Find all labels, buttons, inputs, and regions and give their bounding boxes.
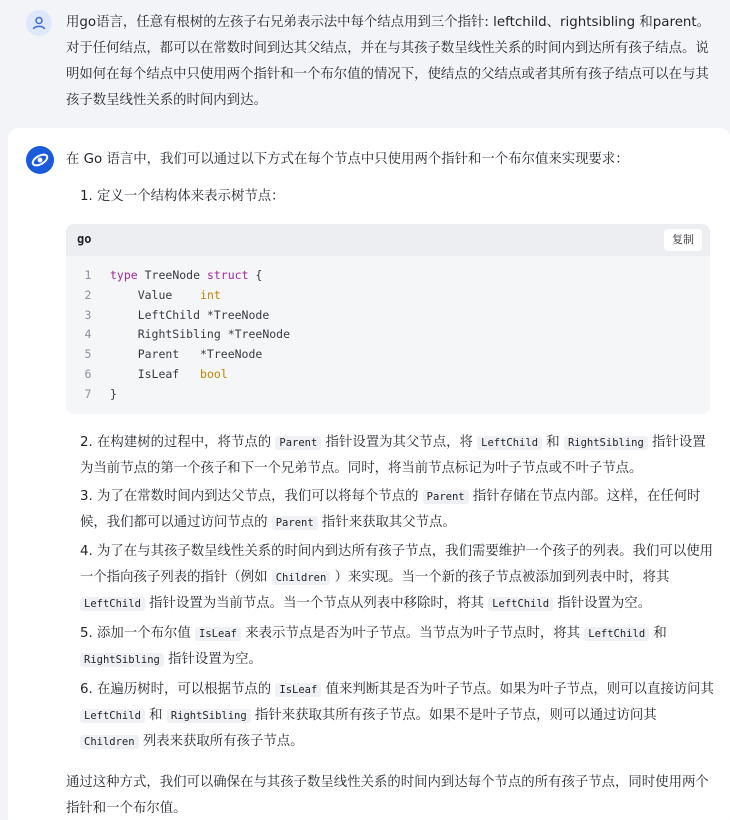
step-text: 5. 添加一个布尔值 <box>80 626 196 641</box>
code-text <box>110 385 117 405</box>
conclusion-text: 通过这种方式，我们可以确保在与其孩子数呈线性关系的时间内到达每个节点的所有孩子节点，同时使用两个指针和一个布尔值。 <box>66 775 709 816</box>
code-line <box>66 266 710 286</box>
code-token: type <box>110 268 138 282</box>
step-text: 值来判断其是否为叶子节点。如果为叶子节点，则可以直接访问其 <box>321 682 714 697</box>
inline-code: RightSibling <box>564 436 648 450</box>
code-token: TreeNode <box>137 268 207 282</box>
code-line <box>66 345 710 365</box>
step-text: 和 <box>542 435 564 450</box>
step-text: 指针设置为当前节点。当一个节点从列表中移除时，将其 <box>144 596 489 611</box>
inline-code: LeftChild <box>477 436 542 450</box>
code-block-header <box>66 224 710 256</box>
step-text: 2. 在构建树的过程中，将节点的 <box>80 435 276 450</box>
assistant-intro: 在 Go 语言中，我们可以通过以下方式在每个节点中只使用两个指针和一个布尔值来实现要求： <box>66 152 629 167</box>
code-body <box>66 256 710 405</box>
step-2 <box>80 430 716 482</box>
step-3 <box>80 484 716 536</box>
step-text: 指针来获取其所有孩子节点。如果不是叶子节点，则可以通过访问其 <box>250 708 657 723</box>
bot-logo-icon <box>29 149 51 171</box>
code-token: struct <box>206 268 249 282</box>
code-token: IsLeaf <box>110 366 201 381</box>
line-number: 6 <box>84 366 92 381</box>
line-number: 1 <box>84 268 92 282</box>
step-text: 指针设置为空。 <box>553 596 652 611</box>
step-text: ）来实现。当一个新的孩子节点被添加到列表中时，将其 <box>330 570 670 585</box>
code-token: int <box>200 287 221 302</box>
inline-code: Parent <box>423 490 469 504</box>
code-text <box>110 325 290 345</box>
inline-code: RightSibling <box>167 709 251 723</box>
inline-code: Children <box>272 571 331 585</box>
step-text: 3. 为了在常数时间内到达父节点，我们可以将每个节点的 <box>80 489 423 504</box>
copy-code-button[interactable]: 复制 <box>664 229 702 251</box>
step-6 <box>80 677 716 755</box>
code-text <box>110 345 262 365</box>
user-avatar <box>26 10 52 36</box>
step-4 <box>80 539 716 617</box>
inline-code: Children <box>80 735 139 749</box>
code-block <box>66 224 710 414</box>
step-text: 来表示节点是否为叶子节点。当节点为叶子节点时，将其 <box>240 626 585 641</box>
line-number: 4 <box>84 327 92 342</box>
step-text: 和 <box>144 708 167 723</box>
inline-code: LeftChild <box>80 709 145 723</box>
inline-code: IsLeaf <box>275 683 321 697</box>
step-text: 列表来获取所有孩子节点。 <box>138 734 304 749</box>
code-text <box>110 266 262 286</box>
step-text: 和 <box>649 626 667 641</box>
assistant-avatar <box>26 146 54 174</box>
step-text: 6. 在遍历树时，可以根据节点的 <box>80 682 276 697</box>
step-text: 指针设置为空。 <box>163 652 262 667</box>
code-token: bool <box>200 366 228 381</box>
step-1: 1. 定义一个结构体来表示树节点： <box>80 189 285 204</box>
code-line <box>66 385 710 405</box>
code-token: LeftChild *TreeNode <box>110 307 270 322</box>
step-text: 4. 为了在与其孩子数呈线性关系的时间内到达所有孩子节点，我们需要维护一个孩子的列表。我们可以使用一个指向孩子列表的指针（例如 <box>80 544 713 585</box>
line-number: 5 <box>84 347 92 362</box>
step-text: 指针设置为其父节点，将 <box>321 435 478 450</box>
user-message-text: 用go语言，任意有根树的左孩子右兄弟表示法中每个结点用到三个指针: leftchild、rightsibling 和parent。对于任何结点，都可以在常数时间到达其父结点，并在与其孩子数呈线性关系的时间内到达所有孩子结点。说明如何在每个结点中只使用两个指针和一个布尔值的情况下，使结点的父结点或者其所有孩子结点可以在与其孩子数呈线性关系的时间内到达。 <box>66 15 711 108</box>
line-number: 2 <box>84 287 92 302</box>
code-token: { <box>248 268 263 282</box>
code-line <box>66 286 710 306</box>
code-token: Parent *TreeNode <box>110 347 263 362</box>
code-text <box>110 365 228 385</box>
inline-code: RightSibling <box>80 653 164 667</box>
inline-code: LeftChild <box>488 597 553 611</box>
step-text: 指针存储在节点内部。这样，在任何时候，我们都可以通过访问节点的 <box>80 489 701 530</box>
inline-code: Parent <box>275 436 321 450</box>
code-token: RightSibling *TreeNode <box>110 327 291 342</box>
code-text <box>110 286 221 306</box>
inline-code: Parent <box>272 516 318 530</box>
code-text <box>110 306 269 326</box>
code-token: Value <box>110 287 201 302</box>
code-line <box>66 325 710 345</box>
step-text: 指针设置为当前节点的第一个孩子和下一个兄弟节点。同时，将当前节点标记为叶子节点或不叶子节点。 <box>80 435 706 476</box>
code-line <box>66 306 710 326</box>
inline-code: IsLeaf <box>195 627 241 641</box>
line-number: 7 <box>84 386 92 401</box>
user-message <box>0 0 730 124</box>
line-number: 3 <box>84 307 92 322</box>
code-language-label: go <box>77 232 92 246</box>
inline-code: LeftChild <box>584 627 649 641</box>
step-5 <box>80 621 716 673</box>
code-line <box>66 365 710 385</box>
inline-code: LeftChild <box>80 597 145 611</box>
step-text: 指针来获取其父节点。 <box>317 515 456 530</box>
code-token: } <box>110 386 117 401</box>
user-icon <box>31 15 47 31</box>
